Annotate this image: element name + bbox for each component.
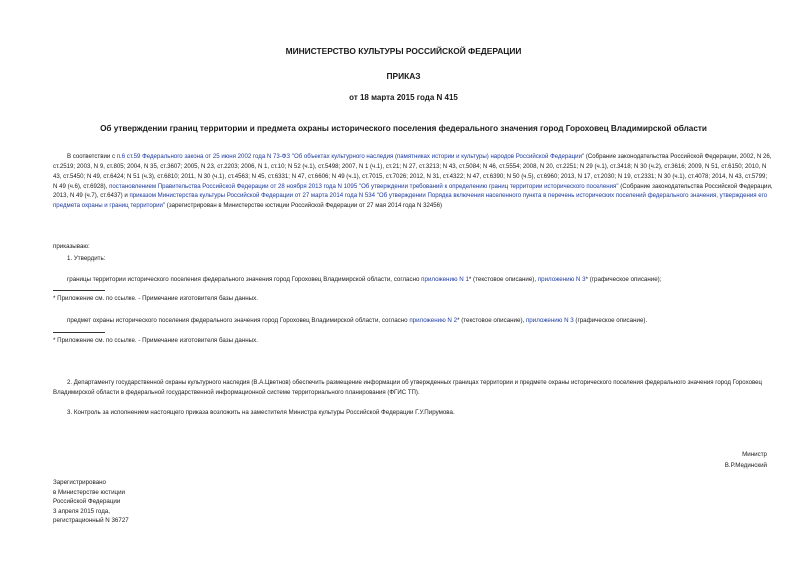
signature-name: В.Р.Мединский — [724, 462, 767, 469]
preamble-text-2: (Собрание законодательства Российской Федерации, 2002, N 26, ст.2519; 2003, N 9, ст.805; 2004, N 35, ст.3607; 2005, N 23, ст.2203; 2006, N 1, ст.10; N 52 (ч.1), ст.5498; 2007, N 1 (ч.1), ст.21; N 27, ст.3213; N 43, ст.5084; N 46, ст.5554; 2008, N 20, ст.2251; N 29 (ч.1), ст.3418; N 30 (ч.2), ст.3616; 2009, N 51, ст.6150; 2010, N 43, ст.5450; N 49, ст.6424; N 51 (ч.3), ст.6810; 2011, N 30 (ч.1), ст.4563; N 45, ст.6331; N 47, ст.6606; N 49 (ч.1), ст.7015, ст.7026; 2012, N 31, ст.4322; N 47, ст.6390; N 50 (ч.5), ст.6960; 2013, N 17, ст.2030; N 19, ст.2331; N 30 (ч.1), ст.4078; 2014, N 43, ст.5799; N 49 (ч.6), ст.6928), — [53, 153, 772, 190]
footnote-2: * Приложение см. по ссылке. - Примечание изготовителя базы данных. — [53, 337, 258, 344]
boundaries-text-c: * (графическое описание); — [585, 276, 662, 283]
item-1-approve: 1. Утвердить: — [67, 255, 106, 262]
item-2-paragraph: 2. Департаменту государственной охраны культурного наследия (В.А.Цветнов) обеспечить размещение информации об утвержденных границах территории и предмете охраны исторического поселения федерального значения город Гороховец Владимирской области в федеральной государственной информационной системе территориального планирования (ФГИС ТП). — [53, 379, 763, 396]
footnote-rule-2 — [53, 332, 105, 333]
preamble-text-4: (зарегистрирован в Министерстве юстиции Российской Федерации от 27 мая 2014 года N 32456) — [165, 202, 443, 210]
date-number: от 18 марта 2015 года N 415 — [349, 93, 458, 102]
appendix-3-link-a[interactable]: приложению N 3 — [537, 276, 586, 283]
appendix-1-link[interactable]: приложению N 1 — [421, 276, 469, 283]
registration-line-1: Зарегистрировано — [53, 479, 106, 486]
registration-line-5: регистрационный N 36727 — [53, 517, 129, 525]
item-3-paragraph: 3. Контроль за исполнением настоящего приказа возложить на заместителя Министра культуры Российской Федерации Г.У.Пирумова. — [67, 409, 455, 416]
registration-block — [53, 478, 129, 526]
boundaries-text-b: * (текстовое описание), — [468, 276, 538, 283]
footnote-rule-1 — [53, 290, 105, 291]
registration-line-2: в Министерстве юстиции — [53, 488, 126, 496]
government-decree-1095-link[interactable]: постановлением Правительства Российской Федерации от 28 ноября 2013 года N 1095 "Об утверждении требований к определению границ территории исторического поселения" — [109, 182, 619, 190]
subject-text-a: предмет охраны исторического поселения федерального значения город Гороховец Владимирской области, согласно — [67, 317, 410, 324]
preamble-text-3: (Собрание законодательства Российской Федерации, 2013, N 49 (ч.7), ст.6437) и — [53, 182, 773, 200]
doc-type-heading: ПРИКАЗ — [386, 71, 421, 81]
order-word: приказываю: — [53, 243, 90, 250]
appendix-2-link[interactable]: приложению N 2 — [409, 317, 458, 324]
boundaries-line — [67, 276, 661, 283]
registration-line-3: Российской Федерации — [53, 498, 121, 506]
document-title: Об утверждении границ территории и предмета охраны исторического поселения федерального значения город Гороховец Владимирской области — [100, 124, 707, 133]
preamble-text-1: В соответствии с — [67, 153, 117, 160]
ministry-heading: МИНИСТЕРСТВО КУЛЬТУРЫ РОССИЙСКОЙ ФЕДЕРАЦИИ — [285, 46, 522, 56]
signature-role: Министр — [742, 451, 767, 458]
preamble-paragraph — [53, 152, 773, 211]
subject-text-c: (графическое описание). — [573, 317, 648, 324]
protection-subject-line — [67, 317, 647, 324]
registration-line-4: 3 апреля 2015 года, — [53, 507, 110, 515]
appendix-3-link-b[interactable]: приложению N 3 — [525, 317, 574, 324]
law-73-fz-link[interactable]: п.6 ст.59 Федерального закона от 25 июня 2002 года N 73-ФЗ "Об объектах культурного наследия (памятниках истории и культуры) народов Российской Федерации" — [116, 153, 585, 160]
footnote-1: * Приложение см. по ссылке. - Примечание изготовителя базы данных. — [53, 295, 258, 302]
subject-text-b: * (текстовое описание), — [457, 317, 526, 324]
boundaries-text-a: границы территории исторического поселения федерального значения город Гороховец Владимирской области, согласно — [67, 276, 422, 283]
ministry-order-534-link[interactable]: приказом Министерства культуры Российской Федерации от 27 марта 2014 года N 534 "Об утверждении Порядка включения населенного пункта в перечень исторических поселений федерального значения, утверждения его предмета охраны и границ территории" — [53, 192, 768, 210]
